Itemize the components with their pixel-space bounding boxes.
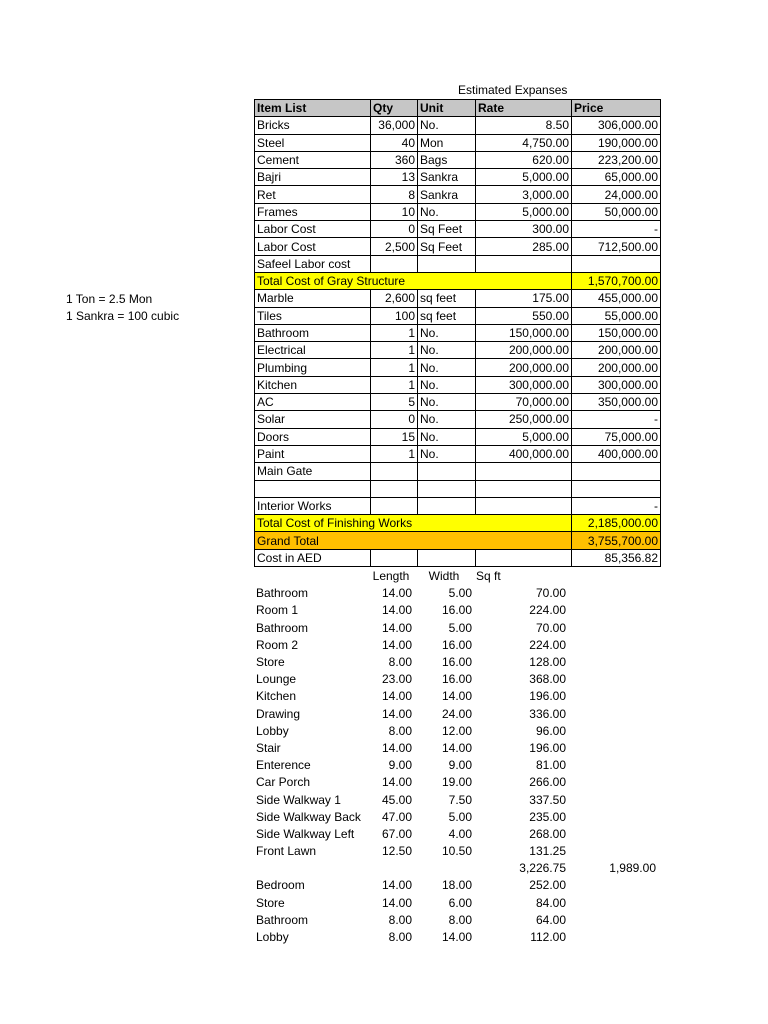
cell-price[interactable]: 150,000.00 (572, 324, 661, 341)
cell-rate[interactable]: 150,000.00 (476, 324, 572, 341)
cell-item[interactable] (255, 480, 371, 497)
area-length[interactable]: 8.00 (388, 930, 412, 945)
cell-rate[interactable]: 400,000.00 (476, 445, 572, 462)
header-price[interactable]: Price (572, 100, 661, 117)
area-width[interactable]: 5.00 (448, 809, 472, 824)
finish-item-row (255, 307, 661, 324)
cell-qty[interactable]: 1 (371, 359, 418, 376)
finish-item-row (255, 463, 661, 480)
area-row (254, 671, 658, 688)
cell-unit[interactable] (418, 480, 476, 497)
area-sqft[interactable]: 196.00 (529, 689, 566, 704)
area-sqft[interactable]: 84.00 (535, 895, 566, 910)
area-row (254, 929, 658, 946)
cell-item[interactable]: Main Gate (255, 463, 371, 480)
area-row (254, 826, 658, 843)
aed-empty[interactable] (476, 549, 572, 566)
cell-qty[interactable]: 360 (371, 151, 418, 168)
area-name[interactable]: Bathroom (256, 912, 309, 927)
area-length[interactable]: 14.00 (381, 775, 412, 790)
cell-rate[interactable]: 550.00 (476, 307, 572, 324)
cell-unit[interactable]: No. (418, 117, 476, 134)
cell-qty[interactable]: 13 (371, 169, 418, 186)
area-sqft[interactable]: 112.00 (530, 930, 566, 945)
area-width[interactable]: 5.00 (448, 620, 472, 635)
area-sqft[interactable]: 224.00 (529, 603, 566, 618)
cell-unit[interactable]: No. (418, 445, 476, 462)
cell-qty[interactable]: 10 (371, 203, 418, 220)
area-width[interactable]: 16.00 (441, 655, 472, 670)
cell-qty[interactable]: 1 (371, 342, 418, 359)
finish-item-row (255, 394, 661, 411)
cell-rate[interactable] (476, 255, 572, 272)
area-name[interactable]: Side Walkway Left (256, 826, 355, 841)
area-sqft[interactable]: 235.00 (529, 809, 566, 824)
area-length[interactable]: 8.00 (388, 655, 412, 670)
cell-price[interactable]: 400,000.00 (572, 445, 661, 462)
area-extra[interactable]: 1,989.00 (609, 861, 656, 876)
cell-item[interactable]: Doors (255, 428, 371, 445)
gray-total-row-label[interactable]: Total Cost of Gray Structure (255, 272, 572, 289)
cell-price[interactable]: 200,000.00 (572, 359, 661, 376)
area-extra[interactable] (568, 895, 658, 912)
area-row (254, 637, 658, 654)
cell-item[interactable]: Ret (255, 186, 371, 203)
cell-unit[interactable]: Sq Feet (418, 238, 476, 255)
cell-unit[interactable]: No. (418, 324, 476, 341)
area-length[interactable]: 47.00 (381, 809, 412, 824)
area-row (254, 912, 658, 929)
cell-rate[interactable]: 4,750.00 (476, 134, 572, 151)
cell-qty[interactable]: 2,600 (371, 290, 418, 307)
header-row (255, 100, 661, 117)
area-name[interactable]: Lounge (256, 672, 297, 687)
aed-empty[interactable] (371, 549, 418, 566)
cell-qty[interactable] (371, 480, 418, 497)
cell-item[interactable]: AC (255, 394, 371, 411)
area-sqft[interactable]: 131.25 (529, 844, 566, 859)
cell-rate[interactable]: 8.50 (476, 117, 572, 134)
header-rate[interactable]: Rate (476, 100, 572, 117)
cell-rate[interactable]: 5,000.00 (476, 203, 572, 220)
area-extra[interactable] (568, 637, 658, 654)
cell-price[interactable]: 24,000.00 (572, 186, 661, 203)
cell-qty[interactable]: 5 (371, 394, 418, 411)
area-width[interactable]: 19.00 (441, 775, 472, 790)
cell-rate[interactable]: 3,000.00 (476, 186, 572, 203)
area-extra[interactable] (568, 585, 658, 602)
aed-label[interactable]: Cost in AED (255, 549, 371, 566)
area-width[interactable]: 14.00 (441, 930, 472, 945)
cell-qty[interactable] (371, 497, 418, 514)
area-name[interactable]: Drawing (256, 706, 301, 721)
gray-total-row (255, 272, 661, 289)
cell-item[interactable]: Frames (255, 203, 371, 220)
cell-price[interactable]: 712,500.00 (572, 238, 661, 255)
area-length[interactable]: 14.00 (381, 895, 412, 910)
cell-unit[interactable]: Sankra (418, 169, 476, 186)
cell-item[interactable]: Electrical (255, 342, 371, 359)
area-sqft[interactable]: 70.00 (535, 586, 566, 601)
cell-unit[interactable]: Sq Feet (418, 221, 476, 238)
gray-item-row (255, 186, 661, 203)
cell-qty[interactable] (371, 463, 418, 480)
area-extra[interactable] (568, 602, 658, 619)
area-extra[interactable] (568, 620, 658, 637)
area-sqft[interactable]: 224.00 (529, 637, 566, 652)
area-extra[interactable] (568, 671, 658, 688)
cell-unit[interactable]: No. (418, 394, 476, 411)
expense-table-body (255, 117, 661, 567)
area-name[interactable]: Bathroom (256, 620, 309, 635)
area-extra[interactable] (568, 654, 658, 671)
area-extra[interactable] (568, 809, 658, 826)
cell-qty[interactable]: 1 (371, 324, 418, 341)
cell-item[interactable]: Steel (255, 134, 371, 151)
cell-unit[interactable]: No. (418, 359, 476, 376)
area-header-sqft[interactable]: Sq ft (476, 569, 501, 584)
conversion-notes (66, 291, 179, 325)
area-length[interactable]: 14.00 (381, 878, 412, 893)
area-sqft[interactable]: 368.00 (529, 672, 566, 687)
finish-item-row (255, 376, 661, 393)
cell-price[interactable]: 300,000.00 (572, 376, 661, 393)
cell-unit[interactable]: No. (418, 428, 476, 445)
area-length[interactable]: 14.00 (381, 740, 412, 755)
area-width[interactable]: 16.00 (441, 672, 472, 687)
area-width[interactable]: 14.00 (441, 689, 472, 704)
cell-price[interactable]: - (572, 497, 661, 514)
cell-rate[interactable]: 200,000.00 (476, 342, 572, 359)
cell-price[interactable]: 350,000.00 (572, 394, 661, 411)
cell-item[interactable]: Paint (255, 445, 371, 462)
gray-item-row (255, 117, 661, 134)
note-ton: 1 Ton = 2.5 Mon (66, 292, 153, 306)
cell-unit[interactable]: Bags (418, 151, 476, 168)
cell-price[interactable]: 190,000.00 (572, 134, 661, 151)
gray-item-row (255, 134, 661, 151)
cell-item[interactable]: Interior Works (255, 497, 371, 514)
cell-unit[interactable]: Mon (418, 134, 476, 151)
cell-item[interactable]: Plumbing (255, 359, 371, 376)
finish-item-row (255, 445, 661, 462)
area-row (254, 843, 658, 860)
finish-item-row (255, 428, 661, 445)
area-row (254, 757, 658, 774)
area-extra[interactable] (568, 688, 658, 705)
area-extra[interactable] (568, 826, 658, 843)
cell-price[interactable]: - (572, 221, 661, 238)
area-width[interactable]: 12.00 (441, 723, 472, 738)
area-sqft[interactable]: 336.00 (529, 706, 566, 721)
finish-item-row (255, 480, 661, 497)
cell-unit[interactable]: No. (418, 203, 476, 220)
area-width[interactable]: 8.00 (448, 912, 472, 927)
area-row (254, 791, 658, 808)
cell-price[interactable] (572, 255, 661, 272)
cell-unit[interactable] (418, 255, 476, 272)
grand-total-row (255, 532, 661, 549)
area-width[interactable]: 10.50 (441, 844, 472, 859)
cell-rate[interactable]: 5,000.00 (476, 428, 572, 445)
area-row (254, 895, 658, 912)
grand-total-row-label[interactable]: Grand Total (255, 532, 572, 549)
header-unit[interactable]: Unit (418, 100, 476, 117)
area-width[interactable]: 5.00 (448, 586, 472, 601)
finish-total-row-value[interactable]: 2,185,000.00 (572, 515, 661, 532)
cell-price[interactable]: 223,200.00 (572, 151, 661, 168)
grand-total-row-value[interactable]: 3,755,700.00 (572, 532, 661, 549)
area-width[interactable]: 16.00 (441, 603, 472, 618)
gray-item-row (255, 255, 661, 272)
cell-price[interactable] (572, 480, 661, 497)
cell-price[interactable] (572, 463, 661, 480)
area-width[interactable] (414, 860, 474, 877)
aed-empty[interactable] (418, 549, 476, 566)
finish-total-row-label[interactable]: Total Cost of Finishing Works (255, 515, 572, 532)
area-name[interactable]: Enterence (256, 758, 311, 773)
area-width[interactable]: 6.00 (448, 895, 472, 910)
area-sqft[interactable]: 196.00 (529, 740, 566, 755)
area-length[interactable]: 45.00 (381, 792, 412, 807)
cell-price[interactable]: 200,000.00 (572, 342, 661, 359)
header-qty[interactable]: Qty (371, 100, 418, 117)
area-extra[interactable] (568, 774, 658, 791)
finish-item-row (255, 290, 661, 307)
cell-unit[interactable]: sq feet (418, 290, 476, 307)
gray-total-row-value[interactable]: 1,570,700.00 (572, 272, 661, 289)
area-name[interactable]: Room 2 (256, 637, 299, 652)
area-name[interactable]: Kitchen (256, 689, 297, 704)
area-header-row (254, 568, 658, 585)
area-row (254, 602, 658, 619)
cell-qty[interactable]: 0 (371, 411, 418, 428)
area-length[interactable]: 14.00 (381, 620, 412, 635)
cell-item[interactable]: Cement (255, 151, 371, 168)
cell-rate[interactable]: 250,000.00 (476, 411, 572, 428)
gray-item-row (255, 151, 661, 168)
note-sankra: 1 Sankra = 100 cubic (66, 309, 180, 323)
aed-row (255, 549, 661, 566)
area-width[interactable]: 14.00 (441, 740, 472, 755)
area-header-width[interactable]: Width (428, 569, 460, 584)
area-width[interactable]: 24.00 (441, 706, 472, 721)
cell-rate[interactable]: 200,000.00 (476, 359, 572, 376)
area-sqft[interactable]: 64.00 (535, 912, 566, 927)
area-length[interactable]: 23.00 (381, 672, 412, 687)
area-length[interactable]: 14.00 (381, 706, 412, 721)
cell-rate[interactable]: 285.00 (476, 238, 572, 255)
area-name[interactable]: Store (256, 895, 285, 910)
cell-unit[interactable]: Sankra (418, 186, 476, 203)
cell-price[interactable]: 455,000.00 (572, 290, 661, 307)
area-sqft[interactable]: 266.00 (529, 775, 566, 790)
aed-value[interactable]: 85,356.82 (572, 549, 661, 566)
area-row (254, 774, 658, 791)
cell-rate[interactable]: 70,000.00 (476, 394, 572, 411)
area-length[interactable]: 8.00 (388, 723, 412, 738)
cell-qty[interactable]: 15 (371, 428, 418, 445)
gray-item-row (255, 221, 661, 238)
area-length[interactable]: 14.00 (381, 586, 412, 601)
cell-unit[interactable]: No. (418, 376, 476, 393)
cell-qty[interactable]: 40 (371, 134, 418, 151)
finish-item-row (255, 497, 661, 514)
area-sqft[interactable]: 3,226.75 (519, 861, 566, 876)
area-name[interactable]: Bathroom (256, 586, 309, 601)
area-name[interactable]: Room 1 (256, 603, 299, 618)
area-sqft[interactable]: 96.00 (535, 723, 566, 738)
cell-price[interactable]: 50,000.00 (572, 203, 661, 220)
finish-item-row (255, 324, 661, 341)
cell-price[interactable]: 306,000.00 (572, 117, 661, 134)
area-name[interactable]: Side Walkway Back (256, 809, 361, 824)
area-width[interactable]: 7.50 (448, 792, 472, 807)
area-width[interactable]: 4.00 (448, 826, 472, 841)
area-length[interactable]: 14.00 (381, 689, 412, 704)
cell-rate[interactable]: 5,000.00 (476, 169, 572, 186)
cell-unit[interactable] (418, 497, 476, 514)
cell-qty[interactable]: 8 (371, 186, 418, 203)
area-name[interactable]: Front Lawn (256, 844, 317, 859)
area-name[interactable]: Car Porch (256, 775, 311, 790)
area-name[interactable]: Lobby (256, 723, 289, 738)
cell-rate[interactable] (476, 463, 572, 480)
area-sqft[interactable]: 252.00 (529, 878, 566, 893)
cell-rate[interactable]: 300,000.00 (476, 376, 572, 393)
area-extra[interactable] (568, 912, 658, 929)
area-sqft[interactable]: 81.00 (535, 758, 566, 773)
cell-unit[interactable]: No. (418, 342, 476, 359)
cell-item[interactable]: Bricks (255, 117, 371, 134)
area-length[interactable]: 14.00 (381, 637, 412, 652)
area-name[interactable]: Bedroom (256, 878, 305, 893)
cell-rate[interactable]: 300.00 (476, 221, 572, 238)
area-extra[interactable] (568, 791, 658, 808)
area-header-length[interactable]: Length (372, 569, 410, 584)
gray-item-row (255, 169, 661, 186)
cell-qty[interactable]: 0 (371, 221, 418, 238)
cell-unit[interactable] (418, 463, 476, 480)
cell-price[interactable]: 75,000.00 (572, 428, 661, 445)
cell-price[interactable]: - (572, 411, 661, 428)
cell-item[interactable]: Tiles (255, 307, 371, 324)
area-extra[interactable] (568, 929, 658, 946)
area-row (254, 585, 658, 602)
cell-qty[interactable]: 1 (371, 376, 418, 393)
cell-rate[interactable]: 175.00 (476, 290, 572, 307)
cell-rate[interactable] (476, 480, 572, 497)
cell-item[interactable]: Bathroom (255, 324, 371, 341)
cell-unit[interactable]: sq feet (418, 307, 476, 324)
area-extra[interactable] (568, 706, 658, 723)
area-row (254, 723, 658, 740)
area-row (254, 654, 658, 671)
area-name[interactable]: Lobby (256, 930, 289, 945)
area-length[interactable]: 12.50 (381, 844, 412, 859)
area-sqft[interactable]: 337.50 (529, 792, 566, 807)
finish-item-row (255, 342, 661, 359)
header-item-list[interactable]: Item List (255, 100, 371, 117)
cell-item[interactable]: Bajri (255, 169, 371, 186)
area-row (254, 877, 658, 894)
area-sqft[interactable]: 268.00 (529, 826, 566, 841)
cell-item[interactable]: Marble (255, 290, 371, 307)
cell-item[interactable]: Solar (255, 411, 371, 428)
area-length[interactable]: 8.00 (388, 912, 412, 927)
finish-item-row (255, 359, 661, 376)
area-extra[interactable] (568, 723, 658, 740)
cell-unit[interactable]: No. (418, 411, 476, 428)
cell-item[interactable]: Safeel Labor cost (255, 255, 371, 272)
area-extra[interactable] (568, 757, 658, 774)
cell-rate[interactable]: 620.00 (476, 151, 572, 168)
area-width[interactable]: 16.00 (441, 637, 472, 652)
cell-qty[interactable]: 2,500 (371, 238, 418, 255)
gray-item-row (255, 203, 661, 220)
area-name[interactable]: Stair (256, 740, 281, 755)
area-length[interactable]: 14.00 (381, 603, 412, 618)
cell-item[interactable]: Kitchen (255, 376, 371, 393)
area-name[interactable]: Store (256, 655, 285, 670)
area-sqft[interactable]: 70.00 (535, 620, 566, 635)
cell-item[interactable]: Labor Cost (255, 238, 371, 255)
area-name[interactable]: Side Walkway 1 (256, 792, 341, 807)
area-width[interactable]: 18.00 (441, 878, 472, 893)
cell-item[interactable]: Labor Cost (255, 221, 371, 238)
cell-price[interactable]: 55,000.00 (572, 307, 661, 324)
sheet-title: Estimated Expanses (458, 83, 568, 97)
area-table (254, 568, 658, 946)
finish-total-row (255, 515, 661, 532)
area-row (254, 688, 658, 705)
area-length[interactable] (368, 860, 414, 877)
area-table-body (254, 568, 658, 946)
area-row (254, 740, 658, 757)
area-row (254, 706, 658, 723)
cell-qty[interactable]: 100 (371, 307, 418, 324)
area-row (254, 860, 658, 877)
finish-item-row (255, 411, 661, 428)
gray-item-row (255, 238, 661, 255)
cell-price[interactable]: 65,000.00 (572, 169, 661, 186)
area-sqft[interactable]: 128.00 (529, 655, 566, 670)
area-row (254, 620, 658, 637)
expense-table (254, 99, 661, 567)
cell-qty[interactable]: 36,000 (371, 117, 418, 134)
area-extra[interactable] (568, 877, 658, 894)
area-name[interactable] (254, 860, 368, 877)
cell-qty[interactable]: 1 (371, 445, 418, 462)
area-extra[interactable] (568, 740, 658, 757)
area-row (254, 809, 658, 826)
area-extra[interactable] (568, 843, 658, 860)
area-length[interactable]: 9.00 (388, 758, 412, 773)
area-width[interactable]: 9.00 (448, 758, 472, 773)
cell-rate[interactable] (476, 497, 572, 514)
cell-qty[interactable] (371, 255, 418, 272)
area-length[interactable]: 67.00 (381, 826, 412, 841)
